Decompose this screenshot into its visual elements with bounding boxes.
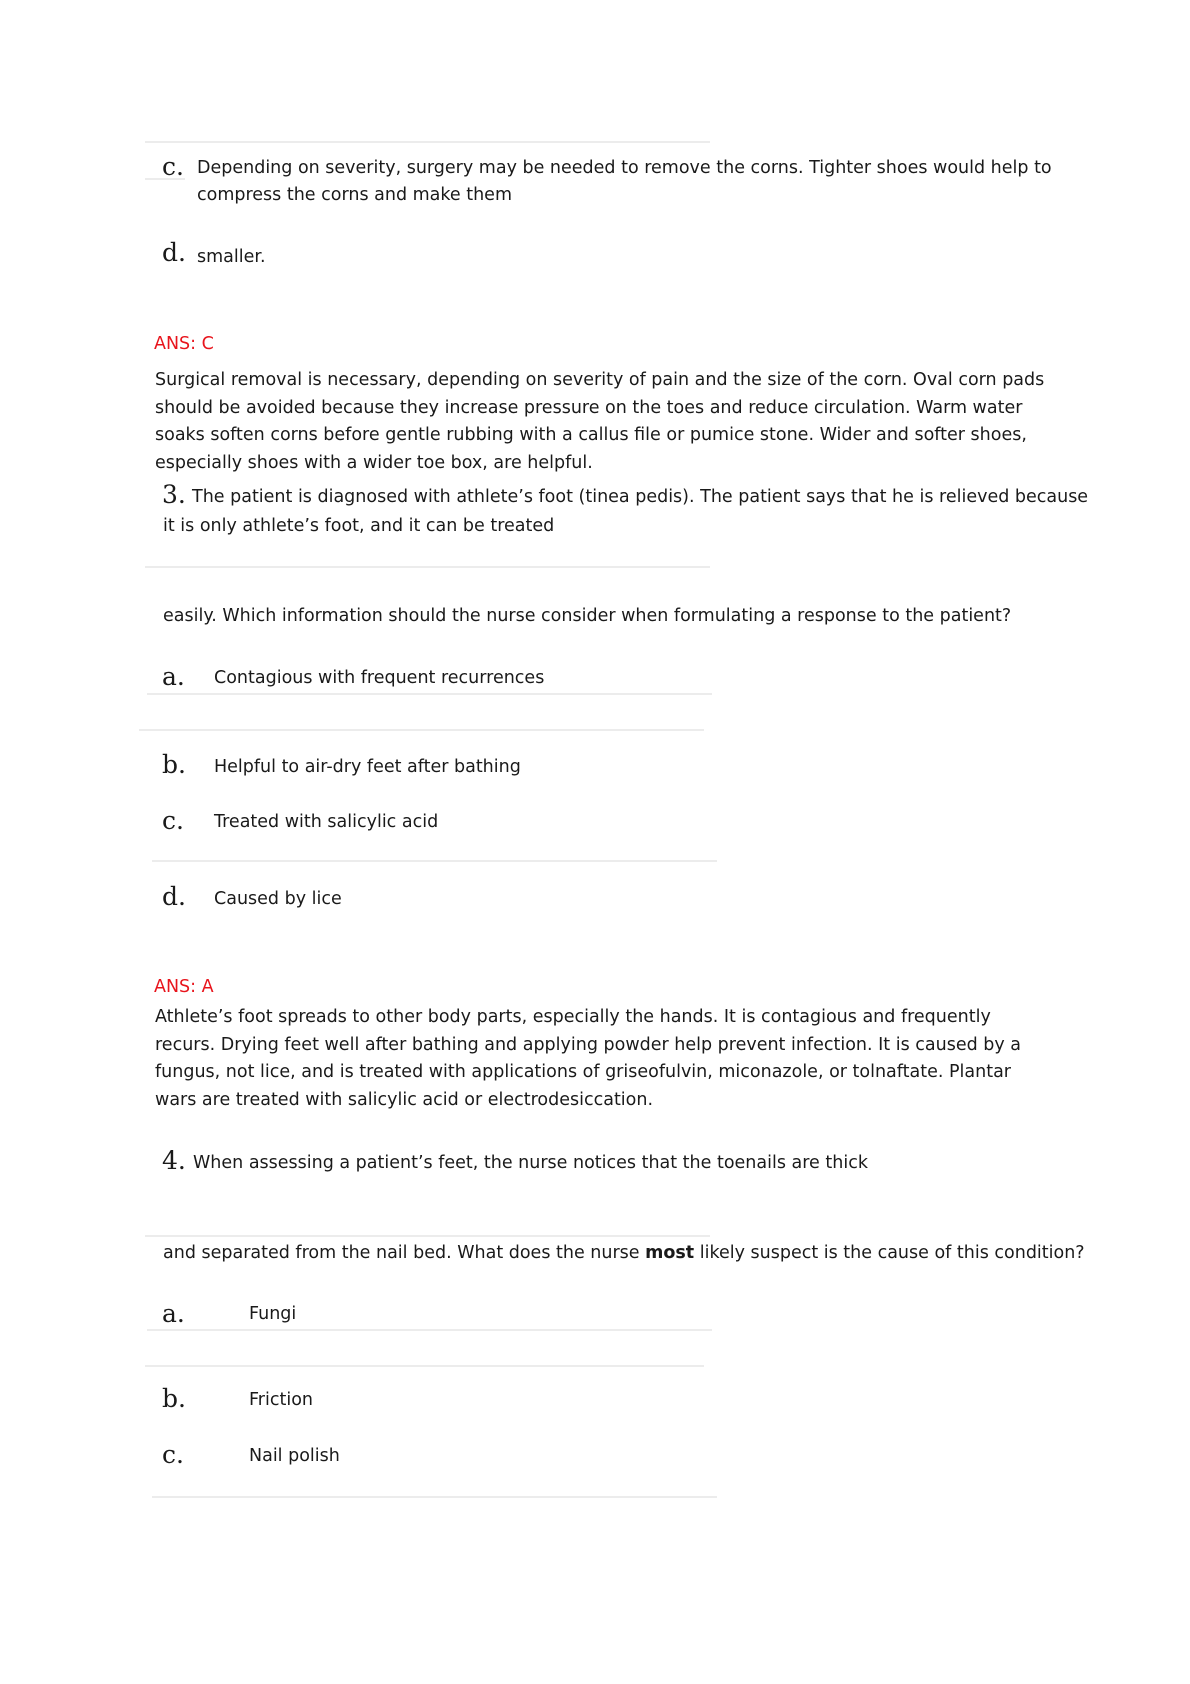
option-text-a: Fungi <box>249 1304 297 1324</box>
option-text-c: Treated with salicylic acid <box>214 812 439 832</box>
option-letter-d: d. <box>162 882 186 911</box>
option-text-d: smaller. <box>197 247 266 267</box>
rationale: Surgical removal is necessary, depending on severity of pain and the size of the corn. Oval corn pads should be avoided because they increase pressure on the toes and reduce circulation. Warm water soaks soften corns before gentle rubbing with a callus file or pumice stone. Wider and softer shoes, especially shoes with a wider toe box, are helpful. <box>155 370 1045 473</box>
option-text-b: Friction <box>249 1390 313 1410</box>
rationale: Athlete’s foot spreads to other body parts, especially the hands. It is contagious and frequently recurs. Drying feet well after bathing and applying powder help prevent infection. It is caused by a fungus, not lice, and is treated with applications of griseofulvin, miconazole, or tolnaftate. Plantar wars are treated with salicylic acid or electrodesiccation. <box>155 1007 1022 1110</box>
option-letter-c: c. <box>162 1440 184 1469</box>
option-letter-b: b. <box>162 1384 186 1413</box>
question-stem: When assessing a patient’s feet, the nurse notices that the toenails are thick <box>193 1153 868 1173</box>
divider <box>139 729 704 731</box>
emphasis-most: most <box>645 1243 695 1263</box>
option-letter-b: b. <box>162 750 186 779</box>
divider <box>145 566 710 568</box>
question-stem-continued: and separated from the nail bed. What does the nurse most likely suspect is the cause of this condition? <box>163 1243 1085 1263</box>
option-text-c: Depending on severity, surgery may be needed to remove the corns. Tighter shoes would help to <box>197 158 1052 178</box>
answer-key: ANS: A <box>154 977 214 997</box>
divider <box>152 860 717 862</box>
divider <box>147 693 712 695</box>
question-number: 3. <box>162 480 186 509</box>
option-text-c: Nail polish <box>249 1446 340 1466</box>
divider <box>145 1235 710 1237</box>
option-letter-a: a. <box>162 1299 185 1328</box>
option-letter-c: c. <box>162 806 184 835</box>
divider <box>145 141 710 143</box>
option-text-c-continued: compress the corns and make them <box>197 185 512 205</box>
option-letter-c: c. <box>162 152 184 181</box>
option-text-b: Helpful to air-dry feet after bathing <box>214 757 521 777</box>
question-stem-continued: it is only athlete’s foot, and it can be treated <box>163 516 555 536</box>
question-stem-continued: easily. Which information should the nurse consider when formulating a response to the patient? <box>163 606 1012 626</box>
divider <box>145 1365 704 1367</box>
divider <box>147 1329 712 1331</box>
option-letter-a: a. <box>162 662 185 691</box>
answer-key: ANS: C <box>154 334 214 354</box>
divider <box>152 1496 717 1498</box>
option-text-a: Contagious with frequent recurrences <box>214 668 545 688</box>
option-letter-d: d. <box>162 238 186 267</box>
option-text-d: Caused by lice <box>214 889 342 909</box>
question-number: 4. <box>162 1146 186 1175</box>
question-stem: The patient is diagnosed with athlete’s foot (tinea pedis). The patient says that he is relieved because <box>192 487 1089 507</box>
